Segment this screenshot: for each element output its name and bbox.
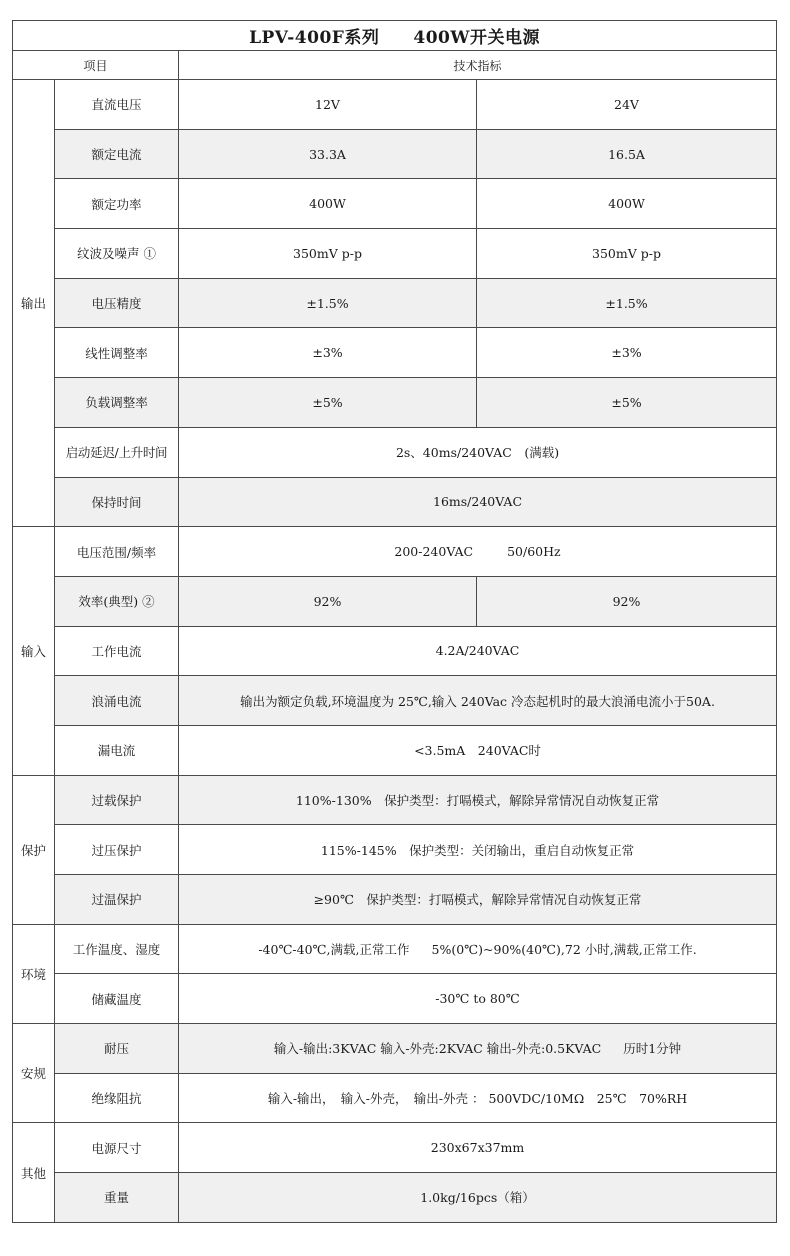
cell-value: 16ms/240VAC bbox=[179, 477, 777, 527]
table-title bbox=[13, 21, 777, 51]
group-safety: 安规 bbox=[13, 1024, 55, 1123]
row-label: 电压范围/频率 bbox=[55, 527, 179, 577]
table-row bbox=[13, 378, 777, 428]
cell-value: 115%-145% 保护类型：关闭输出，重启自动恢复正常 bbox=[179, 825, 777, 875]
cell-24v: 24V bbox=[477, 80, 777, 130]
table-row bbox=[13, 278, 777, 328]
table-row bbox=[13, 626, 777, 676]
cell-24v: 92% bbox=[477, 576, 777, 626]
work-humidity-value: 5%(0℃)~90%(40℃),72 小时,满载,正常工作. bbox=[431, 942, 697, 958]
cell-value: 2s、40ms/240VAC (满载) bbox=[179, 427, 777, 477]
header-spec: 技术指标 bbox=[179, 51, 777, 80]
header-row bbox=[13, 51, 777, 80]
group-environment: 环境 bbox=[13, 924, 55, 1023]
row-label: 耐压 bbox=[55, 1024, 179, 1074]
table-row bbox=[13, 427, 777, 477]
withstand-duration: 历时1分钟 bbox=[623, 1041, 682, 1057]
cell-24v: 350mV p-p bbox=[477, 229, 777, 279]
row-label: 线性调整率 bbox=[55, 328, 179, 378]
row-label: 效率(典型) ② bbox=[55, 576, 179, 626]
cell-24v: 400W bbox=[477, 179, 777, 229]
cell-12v: 400W bbox=[179, 179, 477, 229]
row-label: 负载调整率 bbox=[55, 378, 179, 428]
table-row bbox=[13, 1173, 777, 1223]
cell-12v: 350mV p-p bbox=[179, 229, 477, 279]
table-row bbox=[13, 775, 777, 825]
cell-value bbox=[179, 924, 777, 974]
title-row bbox=[13, 21, 777, 51]
table-row bbox=[13, 229, 777, 279]
cell-12v: 92% bbox=[179, 576, 477, 626]
row-label: 浪涌电流 bbox=[55, 676, 179, 726]
table-row bbox=[13, 924, 777, 974]
cell-12v: ±3% bbox=[179, 328, 477, 378]
cell-value: 输出为额定负载,环境温度为 25℃,输入 240Vac 冷态起机时的最大浪涌电流小于50A. bbox=[179, 676, 777, 726]
row-label: 保持时间 bbox=[55, 477, 179, 527]
table-row bbox=[13, 825, 777, 875]
table-row bbox=[13, 1024, 777, 1074]
table-row bbox=[13, 477, 777, 527]
cell-value: 输入-输出， 输入-外壳， 输出-外壳 ： 500VDC/10MΩ 25℃ 70%RH bbox=[179, 1073, 777, 1123]
title-name: 400W开关电源 bbox=[413, 28, 540, 48]
row-label: 工作温度、湿度 bbox=[55, 924, 179, 974]
row-label: 过压保护 bbox=[55, 825, 179, 875]
row-label: 过载保护 bbox=[55, 775, 179, 825]
spec-table bbox=[12, 20, 777, 1223]
row-label: 绝缘阻抗 bbox=[55, 1073, 179, 1123]
cell-value: 4.2A/240VAC bbox=[179, 626, 777, 676]
group-input: 输入 bbox=[13, 527, 55, 775]
row-label: 电源尺寸 bbox=[55, 1123, 179, 1173]
row-label: 直流电压 bbox=[55, 80, 179, 130]
table-row bbox=[13, 527, 777, 577]
group-protection: 保护 bbox=[13, 775, 55, 924]
table-row bbox=[13, 80, 777, 130]
row-label: 纹波及噪声 ① bbox=[55, 229, 179, 279]
table-row bbox=[13, 875, 777, 925]
cell-value: ≥90℃ 保护类型：打嗝模式，解除异常情况自动恢复正常 bbox=[179, 875, 777, 925]
header-item: 项目 bbox=[13, 51, 179, 80]
cell-24v: ±5% bbox=[477, 378, 777, 428]
title-model: LPV-400F系列 bbox=[249, 28, 380, 48]
table-row bbox=[13, 328, 777, 378]
row-label: 额定功率 bbox=[55, 179, 179, 229]
cell-12v: 12V bbox=[179, 80, 477, 130]
group-other: 其他 bbox=[13, 1123, 55, 1222]
cell-value: 1.0kg/16pcs（箱） bbox=[179, 1173, 777, 1223]
withstand-value: 输入-输出:3KVAC 输入-外壳:2KVAC 输出-外壳:0.5KVAC bbox=[273, 1041, 602, 1057]
cell-12v: ±1.5% bbox=[179, 278, 477, 328]
row-label: 储藏温度 bbox=[55, 974, 179, 1024]
table-row bbox=[13, 725, 777, 775]
row-label: 额定电流 bbox=[55, 129, 179, 179]
cell-24v: ±1.5% bbox=[477, 278, 777, 328]
cell-value: -30℃ to 80℃ bbox=[179, 974, 777, 1024]
table-row bbox=[13, 676, 777, 726]
row-label: 工作电流 bbox=[55, 626, 179, 676]
table-row bbox=[13, 1123, 777, 1173]
cell-12v: 33.3A bbox=[179, 129, 477, 179]
group-output: 输出 bbox=[13, 80, 55, 527]
frequency-value: 50/60Hz bbox=[507, 544, 561, 560]
cell-value bbox=[179, 1024, 777, 1074]
table-row bbox=[13, 974, 777, 1024]
cell-24v: 16.5A bbox=[477, 129, 777, 179]
cell-24v: ±3% bbox=[477, 328, 777, 378]
cell-value: 110%-130% 保护类型：打嗝模式，解除异常情况自动恢复正常 bbox=[179, 775, 777, 825]
table-row bbox=[13, 179, 777, 229]
voltage-range-value: 200-240VAC bbox=[394, 544, 474, 560]
work-temp-value: -40℃-40℃,满载,正常工作 bbox=[258, 942, 410, 958]
table-row bbox=[13, 129, 777, 179]
row-label: 启动延迟/上升时间 bbox=[55, 427, 179, 477]
cell-value: <3.5mA 240VAC时 bbox=[179, 725, 777, 775]
row-label: 重量 bbox=[55, 1173, 179, 1223]
table-row bbox=[13, 1073, 777, 1123]
row-label: 漏电流 bbox=[55, 725, 179, 775]
row-label: 电压精度 bbox=[55, 278, 179, 328]
cell-value bbox=[179, 527, 777, 577]
row-label: 过温保护 bbox=[55, 875, 179, 925]
cell-value: 230x67x37mm bbox=[179, 1123, 777, 1173]
table-row bbox=[13, 576, 777, 626]
cell-12v: ±5% bbox=[179, 378, 477, 428]
